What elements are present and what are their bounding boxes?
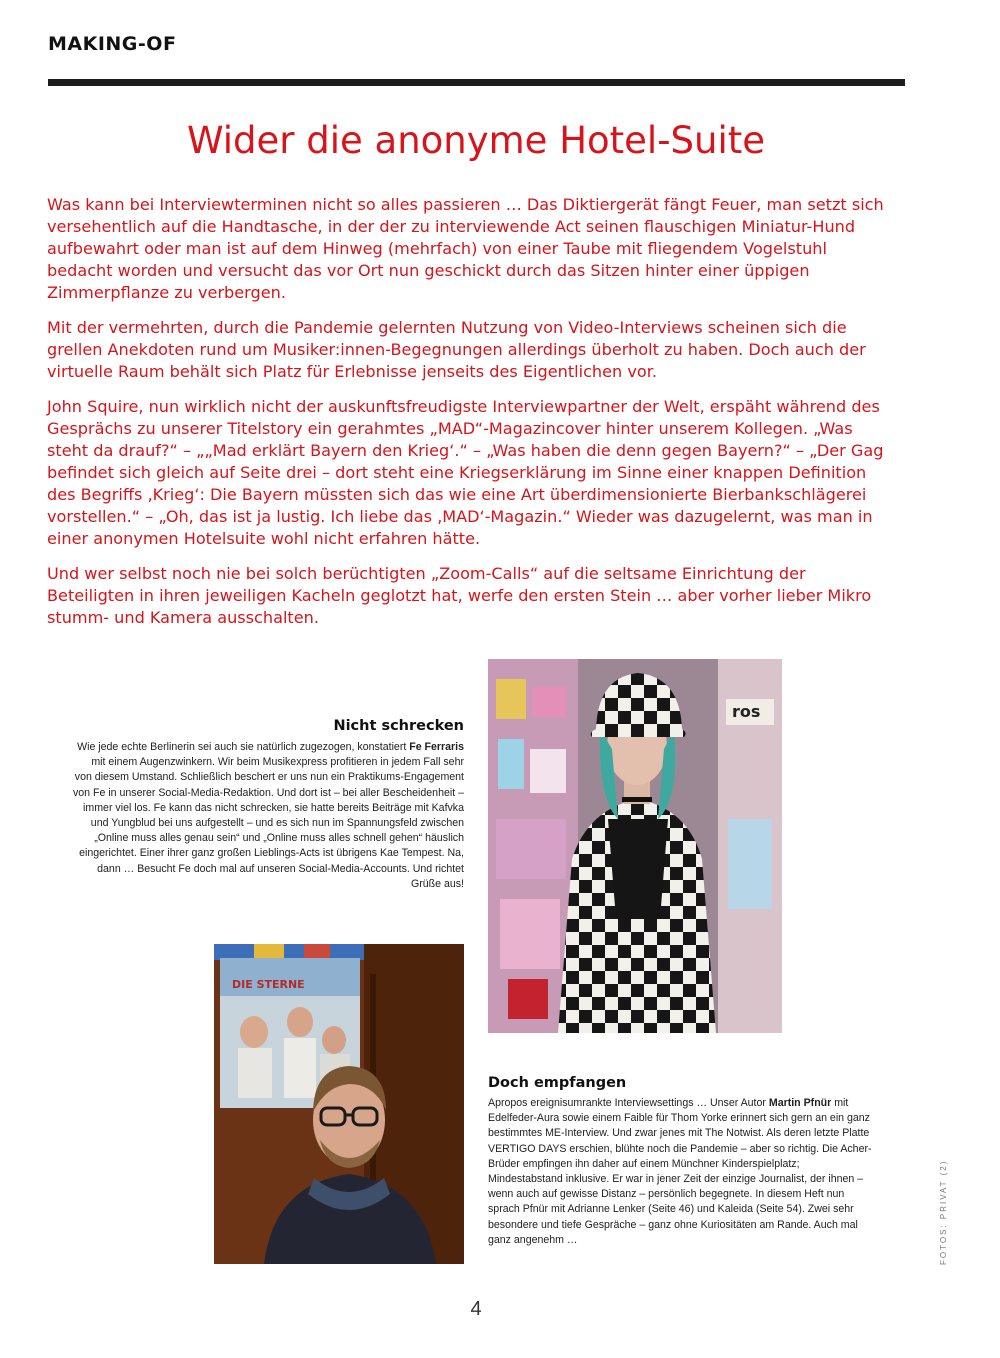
photo-fe-ferraris-illustration <box>488 659 782 1033</box>
caption-text-part: mit Edelfeder-Aura sowie einem Faible für Thom Yorke erinnert sich gern an ein ganz bestimmtes ME-Interview. Und zwar jenes mit The Notwist. Als deren letzte Platte VERTIGO DAYS erschien, blühte noch die Pandemie – aber so richtig. Die Acher-Brüder empfingen ihn daher auf einem Münchner Kinderspielplatz; Mindestabstand inklusive. Er war in jener Zeit der einzige Journalist, der ihnen – wenn auch auf gewisse Distanz – persönlich begegnete. In diesem Heft nun sprach Pfnür mit Adrianne Lenker (Seite 46) und Kaleida (Seite 54). Zwei sehr besondere und tiefe Gespräche – ganz ohne Kuriositäten am Rande. Auch mal ganz angenehm … <box>488 1097 872 1246</box>
svg-text:ros: ros <box>732 702 761 721</box>
lead-paragraph: Was kann bei Interviewterminen nicht so alles passieren … Das Diktiergerät fängt Feuer, man setzt sich versehentlich auf die Handtasche, in der der zu interviewende Act seinen flauschigen Miniatur-Hund aufbewahrt oder man ist auf dem Hinweg (mehrfach) von einer Taube mit fliegendem Vogelstuhl bedacht worden und versucht das vor Ort nun geschickt durch das Sitzen hinter einer üppigen Zimmerpflanze zu verbergen. <box>47 195 884 302</box>
lead-paragraph: John Squire, nun wirklich nicht der auskunftsfreudigste Interviewpartner der Welt, erspäht während des Gesprächs zu unserer Titelstory ein gerahmtes „MAD“-Magazincover hinter unserem Kollegen. „Was steht da drauf?“ – „„Mad erklärt Bayern den Krieg‘.“ – „Was haben die denn gegen Bayern?“ – „Der Gag befindet sich gleich auf Seite drei – dort steht eine Kriegserklärung im Sinne einer knappen Definition des Begriffs ‚Krieg‘: Die Bayern müssten sich das wie eine Art überdimensionierte Bierbankschlägerei vorstellen.“ – „Oh, das ist ja lustig. Ich liebe das ‚MAD‘-Magazin.“ Wieder was dazugelernt, was man in einer anonymen Hotelsuite wohl nicht erfahren hätte. <box>47 397 884 548</box>
photo-martin-pfnuer-illustration <box>214 944 464 1264</box>
caption-title: Nicht schrecken <box>333 718 464 734</box>
photo-credit: FOTOS: PRIVAT (2) <box>939 1159 948 1265</box>
lead-text <box>47 194 897 642</box>
photo-fe-ferraris <box>488 659 782 1033</box>
caption-title: Doch empfangen <box>488 1075 627 1091</box>
caption-person-name: Fe Ferraris <box>409 741 464 753</box>
caption-text <box>488 1096 876 1248</box>
caption-text-part: Wie jede echte Berlinerin sei auch sie natürlich zugezogen, konstatiert <box>77 741 410 753</box>
lead-paragraph: Mit der vermehrten, durch die Pandemie gelernten Nutzung von Video-Interviews scheinen sich die grellen Anekdoten rund um Musiker:innen-Begegnungen allerdings überholt zu haben. Doch auch der virtuelle Raum behält sich Platz für Erlebnisse jenseits des Eigentlichen vor. <box>47 318 866 381</box>
top-rule <box>48 79 905 86</box>
caption-person-name: Martin Pfnür <box>768 1097 832 1109</box>
page-number: 4 <box>470 1298 482 1320</box>
headline: Wider die anonyme Hotel-Suite <box>186 119 766 162</box>
lead-paragraph: Und wer selbst noch nie bei solch berüchtigten „Zoom-Calls“ auf die seltsame Einrichtung der Beteiligten in ihren jeweiligen Kacheln geglotzt hat, werfe den ersten Stein … aber vorher lieber Mikro stumm- und Kamera ausschalten. <box>47 564 872 627</box>
photo-martin-pfnuer <box>214 944 464 1264</box>
caption-text-part: Apropos ereignisumrankte Interviewsettings … Unser Autor <box>488 1097 769 1109</box>
caption-text <box>72 740 464 892</box>
poster-title: DIE STERNE <box>232 978 305 991</box>
section-label: MAKING-OF <box>48 33 177 55</box>
caption-text-part: mit einem Augenzwinkern. Wir beim Musikexpress profitieren in jedem Fall sehr von diesem Umstand. Schließlich beschert er uns nun ein Praktikums-Engagement von Fe in unserer Social-Media-Redaktion. Und dort ist – bei aller Bescheidenheit – immer viel los. Fe kann das nicht schrecken, sie hatte bereits Beiträge mit Kafvka und Yungblud bei uns aufgestellt – und es sich nun im Spannungsfeld zwischen „Online muss alles genau sein“ und „Online muss alles schnell gehen“ häuslich eingerichtet. Einer ihrer ganz großen Lieblings-Acts ist übrigens Kae Tempest. Na, dann … Besucht Fe doch mal auf unseren Social-Media-Accounts. Und richtet Grüße aus! <box>72 756 464 890</box>
